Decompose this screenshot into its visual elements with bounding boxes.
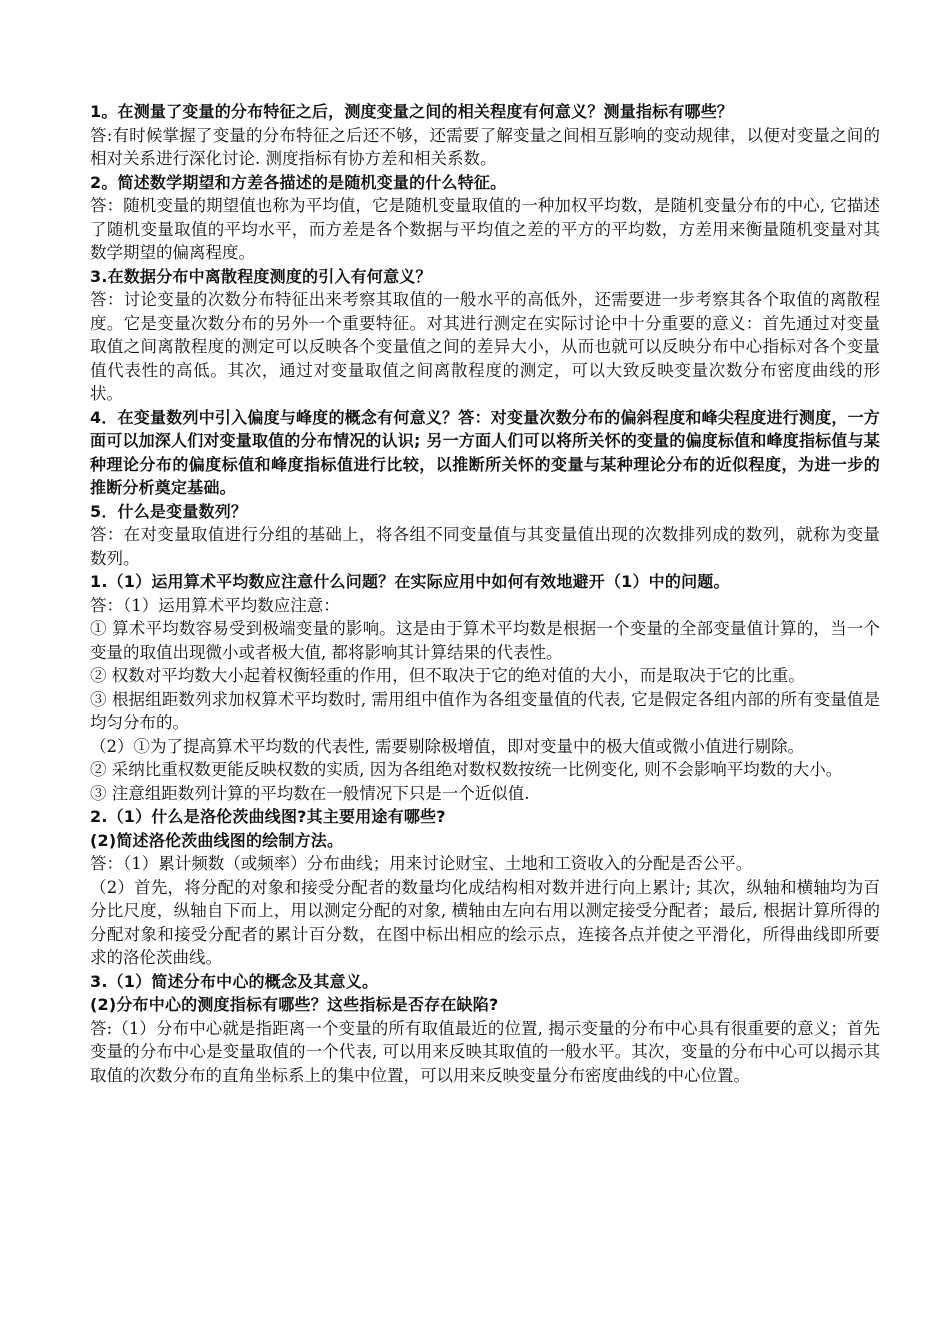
question-5: 5．什么是变量数列？ — [90, 501, 248, 521]
answer-b3: 答:（1）分布中心就是指距离一个变量的所有取值最近的位置, 揭示变量的分布中心具有很重要的意义；首先变量的分布中心是变量取值的一个代表, 可以用来反映其取值的一般水平。其次，变量的分布中心可以揭示其取值的次数分布的直角坐标系上的集中位置，可以用来反映变量分布密度曲线的中心位置。 — [90, 1018, 880, 1085]
answer-b1-point-2: ② 权数对平均数大小起着权衡轻重的作用，但不取决于它的绝对值的大小，而是取决于它的比重。 — [90, 666, 805, 685]
question-b2-part1: 2.（1）什么是洛伦茨曲线图?其主要用途有哪些? — [90, 807, 446, 826]
answer-b1-part2-point-3: ③ 注意组距数列计算的平均数在一般情况下只是一个近似值. — [90, 783, 530, 803]
question-3: 3.在数据分布中离散程度测度的引入有何意义？ — [90, 266, 432, 286]
answer-1: 答:有时候掌握了变量的分布特征之后还不够，还需要了解变量之间相互影响的变动规律，以便对变量之间的相对关系进行深化讨论. 测度指标有协方差和相关系数。 — [90, 125, 880, 168]
question-2: 2。简述数学期望和方差各描述的是随机变量的什么特征。 — [90, 172, 507, 192]
answer-b1-part2-point-2: ② 采纳比重权数更能反映权数的实质, 因为各组绝对数权数按统一比例变化, 则不会影响平均数的大小。 — [90, 760, 843, 779]
answer-b1-part2-point-1: （2）①为了提高算术平均数的代表性, 需要剔除极增值，即对变量中的极大值或微小值进行剔除。 — [90, 736, 804, 756]
answer-b1-point-3: ③ 根据组距数列求加权算术平均数时, 需用组中值作为各组变量值的代表, 它是假定各组内部的所有变量值是均匀分布的。 — [90, 689, 880, 732]
answer-b1-intro: 答：（1）运用算术平均数应注意： — [90, 595, 340, 615]
question-b3-part2: (2)分布中心的测度指标有哪些？这些指标是否存在缺陷? — [90, 995, 499, 1014]
answer-3: 答：讨论变量的次数分布特征出来考察其取值的一般水平的高低外，还需要进一步考察其各个取值的离散程度。它是变量次数分布的另外一个重要特征。对其进行测定在实际讨论中十分重要的意义：首先通过对变量取值之间离散程度的测定可以反映各个变量值之间的差异大小，从而也就可以反映分布中心指标对各个变量值代表性的高低。其次，通过对变量取值之间离散程度的测定，可以大致反映变量次数分布密度曲线的形状。 — [90, 290, 880, 403]
answer-b2-part2: （2）首先，将分配的对象和接受分配者的数量均化成结构相对数并进行向上累计; 其次，纵轴和横轴均为百分比尺度，纵轴自下而上，用以测定分配的对象, 横轴由左向右用以测定接受分配者；最后, 根据计算所得的分配对象和接受分配者的累计百分数，在图中标出相应的绘示点，连接各点并使之平滑化，所得曲线即所要求的洛伦茨曲线。 — [90, 877, 880, 967]
answer-b1-point-1: ① 算术平均数容易受到极端变量的影响。这是由于算术平均数是根据一个变量的全部变量值计算的，当一个变量的取值出现微小或者极大值, 都将影响其计算结果的代表性。 — [90, 619, 880, 662]
answer-5: 答：在对变量取值进行分组的基础上，将各组不同变量值与其变量值出现的次数排列成的数列，就称为变量数列。 — [90, 525, 880, 568]
answer-2: 答：随机变量的期望值也称为平均值，它是随机变量取值的一种加权平均数，是随机变量分布的中心, 它描述了随机变量取值的平均水平，而方差是各个数据与平均值之差的平方的平均数，方差用来衡量随机变量对其数学期望的偏离程度。 — [90, 196, 880, 262]
question-b2-part2: (2)简述洛伦茨曲线图的绘制方法。 — [90, 830, 344, 850]
answer-b2-part1: 答：（1）累计频数（或频率）分布曲线；用来讨论财宝、土地和工资收入的分配是否公平。 — [90, 854, 753, 873]
question-b3-part1: 3.（1）简述分布中心的概念及其意义。 — [90, 971, 379, 991]
question-4: 4．在变量数列中引入偏度与峰度的概念有何意义？答：对变量次数分布的偏斜程度和峰尖程度进行测度，一方面可以加深人们对变量取值的分布情况的认识; 另一方面人们可以将所关怀的变量的偏度标值和峰度指标值与某种理论分布的偏度标值和峰度指标值进行比较，以推断所关怀的变量与某种理论分布的近似程度，为进一步的推断分析奠定基础。 — [90, 407, 880, 497]
question-1: 1。在测量了变量的分布特征之后，测度变量之间的相关程度有何意义？测量指标有哪些？ — [90, 102, 734, 121]
document-page — [90, 100, 880, 1087]
question-b1: 1.（1）运用算术平均数应注意什么问题？在实际应用中如何有效地避开（1）中的问题。 — [90, 572, 730, 591]
